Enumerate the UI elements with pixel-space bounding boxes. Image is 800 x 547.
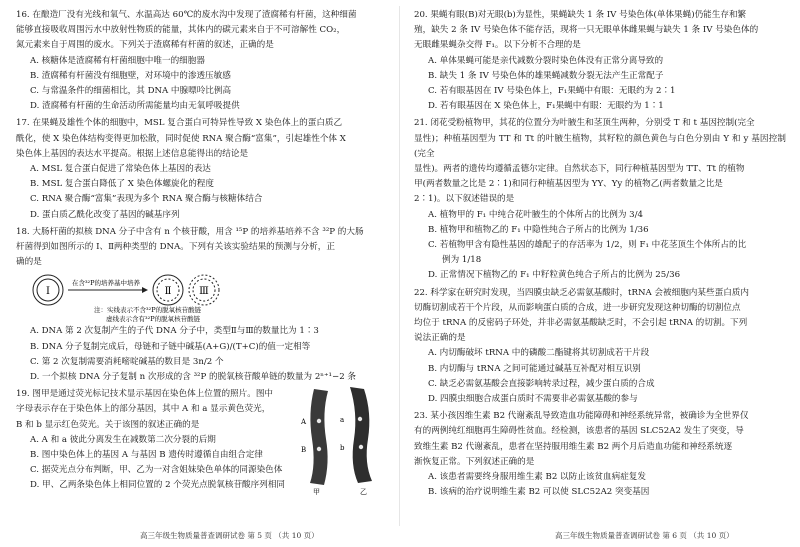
question-stem-line: 说法正确的是 (414, 333, 466, 344)
question-stem-line: 殖，缺失 2 条 IV 号染色体不能存活，现将一只无眼单体雌果蝇与缺失 1 条 IV 号染色体的 (414, 25, 759, 36)
photo-background (298, 383, 384, 495)
option-c: C. 与常温条件的细菌相比，其 DNA 中腺嘌呤比例高 (30, 86, 232, 97)
option-c: C. 若植物甲含有隐性基因的雄配子的存活率为 1/2，则 F₁ 中花茎顶生个体所占的比 (428, 240, 747, 251)
question-stem-line: 染色体上基因的表达水平提高。根据上述信息能得出的结论是 (16, 148, 249, 159)
question-stem-line: 21. 闭花受粉植物甲，其花的位置分为叶腋生和茎顶生两种，分别受 T 和 t 基因控制(完全 (414, 118, 755, 129)
chromosome-photo-figure (298, 383, 384, 495)
page-footer-right: 高三年级生物质量普查调研试卷 第 6 页 （共 10 页） (555, 531, 734, 540)
fluorescent-spot (317, 419, 321, 423)
dna-replication-figure (30, 272, 388, 322)
question-19 (16, 387, 388, 496)
option-b: B. 图中染色体上的基因 A 与基因 B 遗传时遵循自由组合定律 (30, 450, 263, 461)
question-stem-line: 19. 图甲是通过荧光标记技术显示基因在染色体上位置的照片。图中 (16, 389, 274, 400)
chromosome-svg (298, 383, 384, 495)
question-stem-line: 显性)；种植基因型为 TT 和 Tt 的叶腋生植物，其籽粒的颜色黄色与白色分别由 Y 和 y 基因控制(完全 (414, 133, 786, 159)
option-a: A. A 和 a 彼此分离发生在减数第二次分裂的后期 (30, 434, 216, 445)
arrow-head-icon (142, 287, 148, 293)
question-stem-line: 能够直接吸收周围污水中放射性物质的能量，其体内的碳元素来自于不可溶解性 CO₂， (16, 25, 346, 36)
option-a: A. 该患者需要终身服用维生素 B2 以防止该贫血病症复发 (428, 472, 646, 483)
option-a: A. 内切酶破坏 tRNA 中的磷酸二酯键将其切割成若干片段 (428, 348, 650, 359)
question-stem-line: 字母表示存在于染色体上的部分基因，其中 A 和 a 显示黄色荧光， (16, 404, 271, 415)
question-stem-line: 2∶1)。以下叙述错误的是 (414, 194, 515, 205)
gene-label-A: A (301, 418, 307, 427)
option-d: D. 正常情况下植物乙的 F₁ 中籽粒黄色纯合子所占的比例为 25/36 (428, 270, 681, 281)
option-a: A. 核糖体是渣腐稀有杆菌细胞中唯一的细胞器 (30, 55, 205, 66)
option-b: B. 植物甲和植物乙的 F₁ 中隐性纯合子所占的比例为 1/36 (428, 224, 649, 235)
question-stem-line: 有的两例纯红细胞再生障碍性贫血。经检测，该患者的基因 SLC52A2 发生了突变，导 (414, 426, 744, 437)
option-d: D. 若有眼基因在 X 染色体上，F₁果蝇中有眼：无眼约为 1∶1 (428, 101, 664, 112)
figure-note-dashed: 虚线表示含有³²P的脱氧核苷酸链 (106, 315, 201, 323)
right-column (414, 8, 786, 503)
option-c: C. RNA 聚合酶“富集”表现为多个 RNA 聚合酶与核糖体结合 (30, 194, 263, 205)
option-b: B. DNA 分子复制完成后，母链和子链中碱基(A+G)/(T+C)的值一定相等 (30, 341, 311, 352)
option-d: D. 一个拟核 DNA 分子复制 n 次形成的含 ³²P 的脱氧核苷酸单链的数量为 2ⁿ⁺¹−2 条 (30, 372, 356, 383)
question-stem-line: 致维生素 B2 代谢紊乱，患者在坚持服用维生素 B2 两个月后造血功能和神经系统逐 (414, 441, 733, 452)
question-stem-line: 20. 果蝇有眼(B)对无眼(b)为显性，果蝇缺失 1 条 IV 号染色体(单体果蝇)仍能生存和繁 (414, 10, 747, 20)
label-yi: 乙 (360, 488, 367, 496)
option-a: A. 植物甲的 F₁ 中纯合花叶腋生的个体所占的比例为 3/4 (428, 209, 643, 220)
question-stem-line: 氮元素来自于周围的废水。下列关于渣腐稀有杆菌的叙述，正确的是 (16, 40, 274, 51)
fluorescent-spot (358, 417, 362, 421)
question-stem-line: 杆菌得到如图所示的 Ⅰ、Ⅱ两种类型的 DNA。下列有关该实验结果的预测与分析，正 (16, 242, 335, 253)
label-jia: 甲 (313, 488, 320, 496)
question-stem-line: 切酶切割成若干个片段，从而影响蛋白质的合成，进一步研究发现这种切酶的切割位点 (414, 302, 741, 313)
question-stem-line: 确的是 (16, 257, 42, 268)
question-21 (414, 116, 786, 283)
question-stem-line: B 和 b 显示红色荧光。关于该图的叙述正确的是 (16, 419, 200, 430)
question-stem-line: 22. 科学家在研究时发现，当四膜虫缺乏必需氨基酸时，tRNA 会被细胞内某些蛋白质内 (414, 287, 749, 298)
option-d: D. 甲、乙两条染色体上相同位置的 2 个荧光点脱氧核苷酸序列相同 (30, 480, 286, 491)
option-d: D. 四膜虫细胞合成蛋白质时不需要非必需氨基酸的参与 (428, 394, 638, 405)
fluorescent-spot (317, 447, 321, 451)
option-c: C. 缺乏必需氨基酸会直接影响转录过程，减少蛋白质的合成 (428, 378, 655, 389)
question-stem-line: 17. 在果蝇及雄性个体的细胞中，MSL 复合蛋白可特异性导致 X 染色体上的蛋白质乙 (16, 118, 343, 129)
question-stem-line: 渐恢复正常。下列叙述正确的是 (414, 456, 535, 467)
question-stem-line: 均位于 tRNA 的反密码子环处，并非必需氨基酸缺乏时，不会引起 tRNA 的切割。下列 (414, 318, 748, 329)
option-b: B. 缺失 1 条 IV 号染色体的雄果蝇减数分裂无法产生正常配子 (428, 70, 664, 81)
gene-label-B: B (301, 446, 307, 455)
option-c: C. 第 2 次复制需要消耗嘧啶碱基的数目是 3n/2 个 (30, 356, 224, 367)
left-column (16, 8, 388, 496)
question-stem-line: 甲(两者数量之比是 2∶1)和同行种植基因型为 YY、Yy 的植物乙(两者数量之比是 (414, 179, 723, 190)
question-stem-line: 酰化，使 X 染色体结构变得更加松散，同时促使 RNA 聚合酶“富集”，引起雄性个体 X (16, 133, 346, 144)
option-c: C. 据荧光点分布判断，甲、乙为一对含姐妹染色单体的同源染色体 (30, 465, 283, 476)
question-20 (414, 8, 786, 114)
question-17 (16, 116, 388, 222)
option-d: D. 渣腐稀有杆菌的生命活动所需能量均由无氧呼吸提供 (30, 101, 240, 112)
gene-label-a: a (340, 416, 345, 425)
dna-type-II-label: Ⅱ (164, 286, 172, 298)
page-divider (399, 6, 400, 526)
question-stem-line: 显性)。两者的遗传均遵循孟德尔定律。自然状态下，同行种植基因型为 TT、Tt 的植物 (414, 164, 745, 175)
arrow-caption: 在含³²P的培养基中培养 (71, 279, 141, 288)
option-c-continued: 例为 1/18 (442, 255, 482, 266)
question-stem-line: 18. 大肠杆菌的拟核 DNA 分子中含有 n 个核苷酸，用含 ¹⁵P 的培养基培养不含 ³²P 的大肠 (16, 226, 364, 237)
gene-label-b: b (340, 444, 345, 453)
option-a: A. 单体果蝇可能是亲代减数分裂时染色体没有正常分离导致的 (428, 55, 664, 66)
option-b: B. 渣腐稀有杆菌没有细胞壁，对环境中的渗透压敏感 (30, 70, 231, 81)
question-stem-line: 16. 在酿造厂没有光线和氧气、水温高达 60℃的废水沟中发现了渣腐稀有杆菌，这种细菌 (16, 10, 357, 20)
dna-type-I-label: Ⅰ (46, 286, 50, 298)
option-b: B. MSL 复合蛋白降低了 X 染色体螺旋化的程度 (30, 179, 214, 190)
option-a: A. DNA 第 2 次复制产生的子代 DNA 分子中，类型Ⅱ与Ⅲ的数量比为 1∶3 (30, 326, 319, 337)
question-stem-line: 无眼雌果蝇杂交得 F₁。以下分析不合理的是 (414, 40, 581, 51)
fluorescent-spot (359, 445, 363, 449)
page-footer-left: 高三年级生物质量普查调研试卷 第 5 页 （共 10 页） (140, 531, 319, 540)
dna-type-III-label: Ⅲ (199, 286, 209, 298)
question-18 (16, 225, 388, 385)
question-16 (16, 8, 388, 114)
question-stem-line: 23. 某小孩因维生素 B2 代谢紊乱导致造血功能障碍和神经系统异常，被确诊为全世界仅 (414, 411, 749, 422)
option-b: B. 内切酶与 tRNA 之间可能通过碱基互补配对相互识别 (428, 363, 641, 374)
question-23 (414, 409, 786, 500)
option-b: B. 该病的治疗说明维生素 B2 可以使 SLC52A2 突变基因 (428, 487, 650, 498)
question-22 (414, 286, 786, 408)
dna-figure-svg (30, 272, 330, 322)
option-a: A. MSL 复合蛋白促进了常染色体上基因的表达 (30, 164, 211, 175)
option-d: D. 蛋白质乙酰化改变了基因的碱基序列 (30, 209, 180, 220)
option-c: C. 若有眼基因在 IV 号染色体上，F₁果蝇中有眼：无眼约为 2∶1 (428, 86, 676, 97)
figure-note-solid: 注：实线表示不含³²P的脱氧核苷酸链 (94, 306, 202, 315)
